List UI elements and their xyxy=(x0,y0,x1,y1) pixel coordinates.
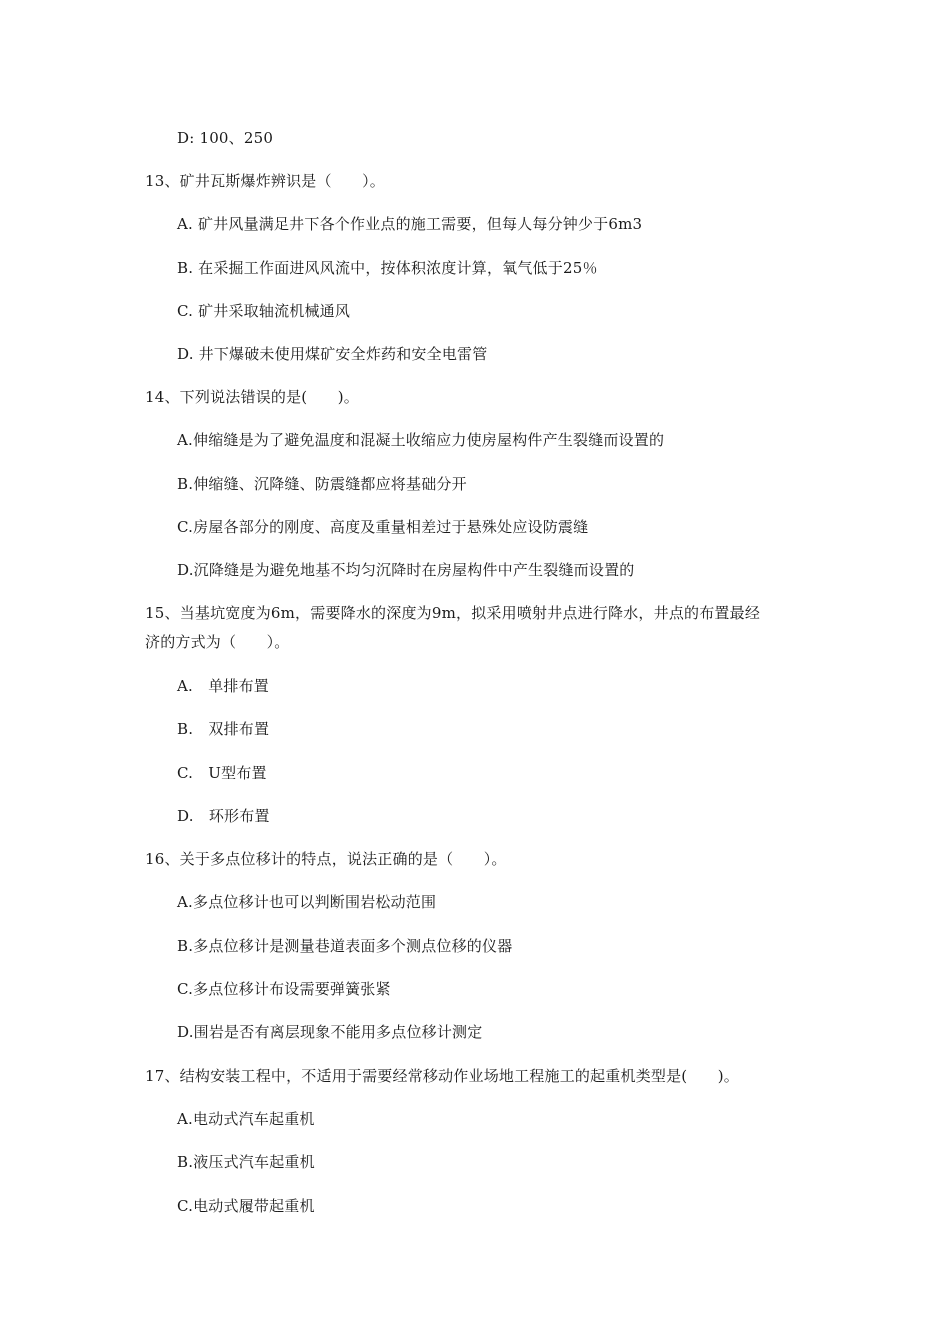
q17-option-b: B.液压式汽车起重机 xyxy=(177,1153,315,1171)
q16-stem: 16、关于多点位移计的特点，说法正确的是（ ）。 xyxy=(145,850,507,868)
q13-option-d: D. 井下爆破未使用煤矿安全炸药和安全电雷管 xyxy=(177,345,488,363)
q17-option-a: A.电动式汽车起重机 xyxy=(177,1110,315,1128)
q13-stem: 13、矿井瓦斯爆炸辨识是（ ）。 xyxy=(145,172,385,190)
q13-option-a: A. 矿井风量满足井下各个作业点的施工需要，但每人每分钟少于6m3 xyxy=(177,215,643,233)
q15-option-b: B. 双排布置 xyxy=(177,720,270,738)
q16-option-b: B.多点位移计是测量巷道表面多个测点位移的仪器 xyxy=(177,937,513,955)
q15-option-c: C. U型布置 xyxy=(177,764,267,782)
q15-stem-line1: 15、当基坑宽度为6m，需要降水的深度为9m，拟采用喷射井点进行降水，井点的布置最经 xyxy=(145,604,761,622)
q15-option-a: A. 单排布置 xyxy=(177,677,270,695)
q16-option-d: D.围岩是否有离层现象不能用多点位移计测定 xyxy=(177,1023,483,1041)
q14-option-d: D.沉降缝是为避免地基不均匀沉降时在房屋构件中产生裂缝而设置的 xyxy=(177,561,635,579)
q17-stem: 17、结构安装工程中，不适用于需要经常移动作业场地工程施工的起重机类型是( )。 xyxy=(145,1067,739,1085)
q15-option-d: D. 环形布置 xyxy=(177,807,270,825)
q15-stem-line2: 济的方式为（ ）。 xyxy=(145,633,290,651)
q13-option-c: C. 矿井采取轴流机械通风 xyxy=(177,302,351,320)
q12-option-d: D: 100、250 xyxy=(177,129,274,147)
q13-option-b: B. 在采掘工作面进风风流中，按体积浓度计算，氧气低于25％ xyxy=(177,259,598,277)
q16-option-a: A.多点位移计也可以判断围岩松动范围 xyxy=(177,893,437,911)
q14-stem: 14、下列说法错误的是( )。 xyxy=(145,388,359,406)
q14-option-a: A.伸缩缝是为了避免温度和混凝土收缩应力使房屋构件产生裂缝而设置的 xyxy=(177,431,665,449)
q17-option-c: C.电动式履带起重机 xyxy=(177,1197,315,1215)
q14-option-b: B.伸缩缝、沉降缝、防震缝都应将基础分开 xyxy=(177,475,467,493)
q14-option-c: C.房屋各部分的刚度、高度及重量相差过于悬殊处应设防震缝 xyxy=(177,518,589,536)
q16-option-c: C.多点位移计布设需要弹簧张紧 xyxy=(177,980,391,998)
